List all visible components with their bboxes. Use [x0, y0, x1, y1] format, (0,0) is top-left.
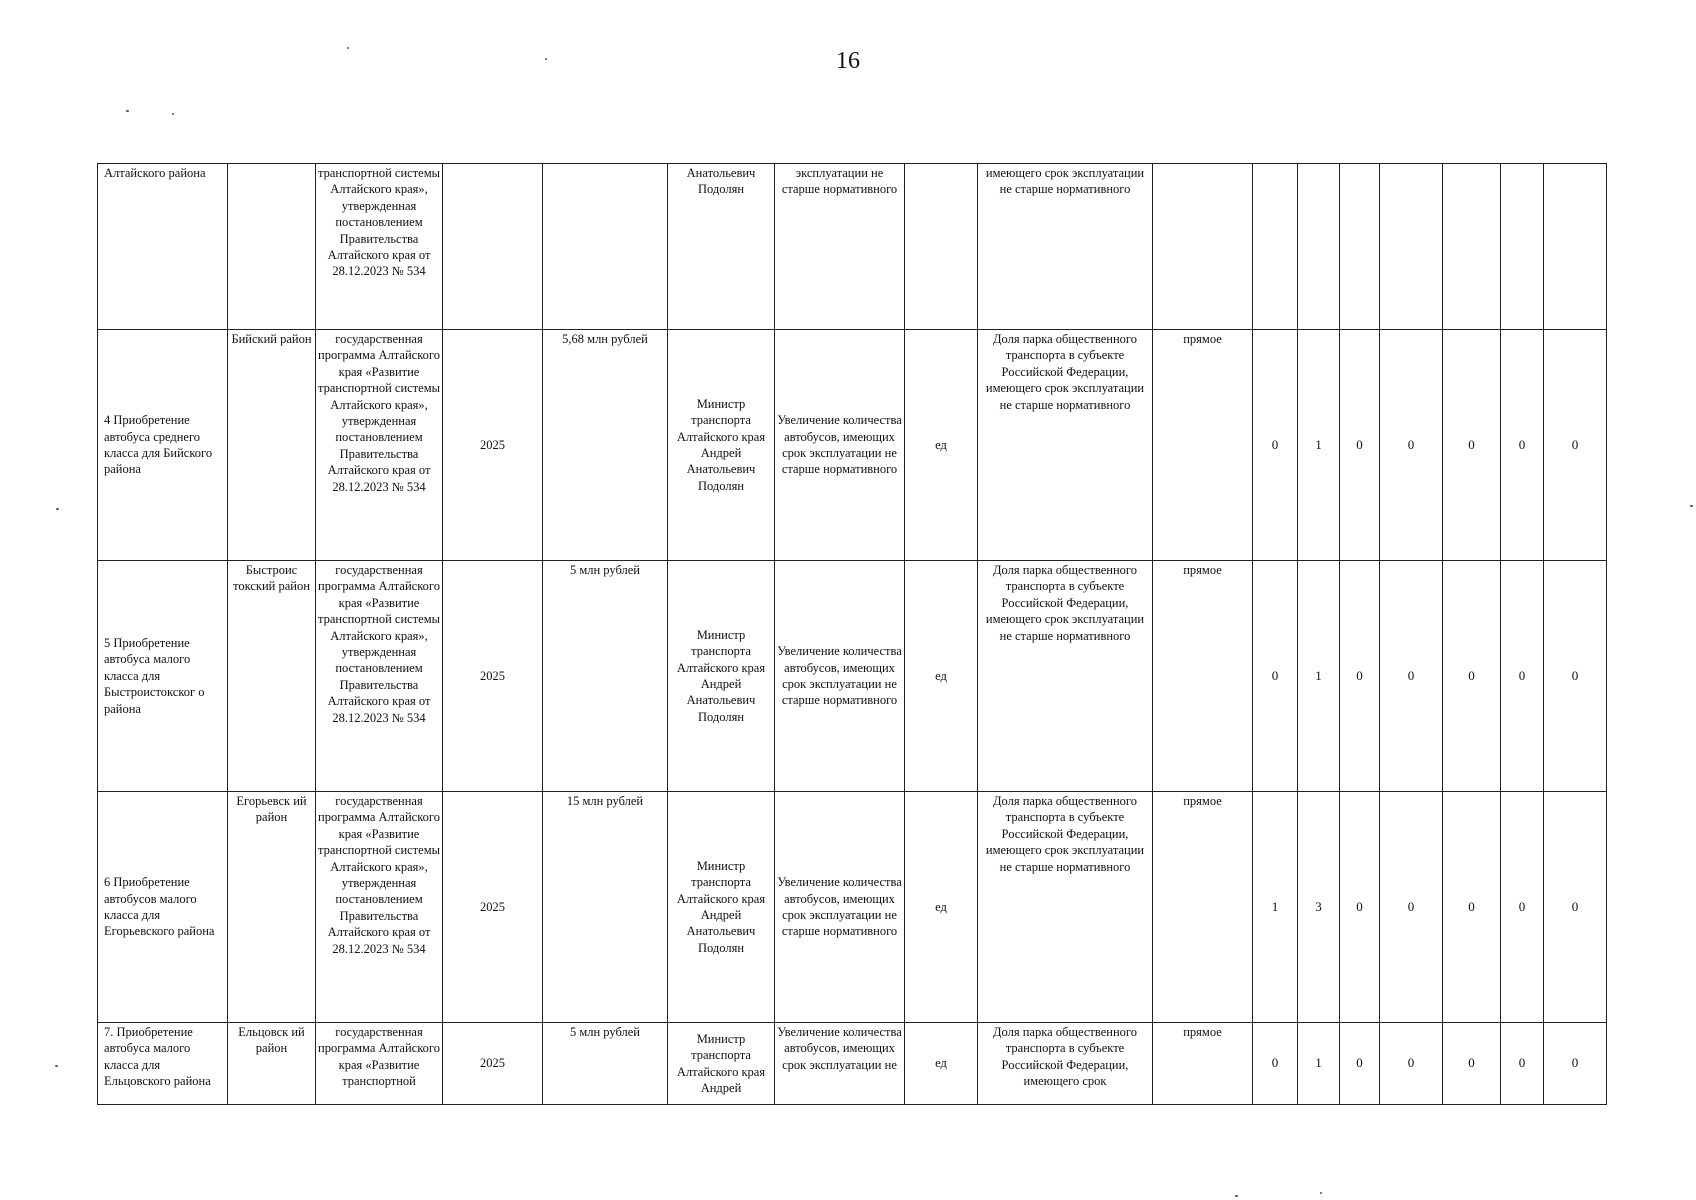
indicator: имеющего срок эксплуатации не старше нормативного [978, 164, 1153, 330]
unit: ед [905, 1023, 978, 1105]
value-cell: 0 [1443, 1023, 1501, 1105]
scan-speck [55, 1065, 58, 1067]
result: эксплуатации не старше нормативного [775, 164, 905, 330]
value-cell: 0 [1380, 1023, 1443, 1105]
district: Бийский район [228, 330, 316, 561]
value-cell: 0 [1340, 1023, 1380, 1105]
value-cell: 3 [1298, 792, 1340, 1023]
value-cell: 0 [1544, 792, 1607, 1023]
program: государственная программа Алтайского края «Развитие транспортной системы Алтайского края», утвержденная постановлением Правительства Алтайского края от 28.12.2023 № 534 [316, 792, 443, 1023]
year: 2025 [443, 792, 543, 1023]
year [443, 164, 543, 330]
value-cell: 0 [1340, 330, 1380, 561]
unit: ед [905, 330, 978, 561]
scan-speck [1320, 1192, 1322, 1194]
value-cell: 0 [1443, 330, 1501, 561]
value-cell: 1 [1298, 1023, 1340, 1105]
value-cell: 0 [1340, 792, 1380, 1023]
page-number: 16 [836, 48, 860, 74]
responsible: Анатольевич Подолян [668, 164, 775, 330]
table-row [98, 561, 1607, 792]
value-cell [1380, 164, 1443, 330]
funding [543, 164, 668, 330]
year: 2025 [443, 1023, 543, 1105]
value-cell: 1 [1253, 792, 1298, 1023]
measure-name: Алтайского района [98, 164, 228, 330]
indicator: Доля парка общественного транспорта в субъекте Российской Федерации, имеющего срок эксплуатации не старше нормативного [978, 561, 1153, 792]
result: Увеличение количества автобусов, имеющих срок эксплуатации не старше нормативного [775, 330, 905, 561]
scan-speck [1235, 1195, 1238, 1197]
scan-speck [347, 47, 349, 49]
measure-name: 6 Приобретение автобусов малого класса для Егорьевского района [98, 792, 228, 1023]
value-cell: 0 [1443, 561, 1501, 792]
responsible: Министр транспорта Алтайского края Андрей Анатольевич Подолян [668, 561, 775, 792]
scan-speck [56, 508, 59, 510]
table-row [98, 1023, 1607, 1105]
program: государственная программа Алтайского края «Развитие транспортной [316, 1023, 443, 1105]
value-cell: 0 [1544, 330, 1607, 561]
result: Увеличение количества автобусов, имеющих срок эксплуатации не старше нормативного [775, 792, 905, 1023]
indicator-type: прямое [1153, 792, 1253, 1023]
value-cell [1501, 164, 1544, 330]
indicator: Доля парка общественного транспорта в субъекте Российской Федерации, имеющего срок [978, 1023, 1153, 1105]
result: Увеличение количества автобусов, имеющих срок эксплуатации не старше нормативного [775, 561, 905, 792]
year: 2025 [443, 561, 543, 792]
responsible: Министр транспорта Алтайского края Андрей [668, 1023, 775, 1105]
value-cell [1340, 164, 1380, 330]
unit [905, 164, 978, 330]
responsible: Министр транспорта Алтайского края Андрей Анатольевич Подолян [668, 792, 775, 1023]
value-cell: 1 [1298, 330, 1340, 561]
value-cell: 0 [1380, 330, 1443, 561]
funding: 15 млн рублей [543, 792, 668, 1023]
indicator: Доля парка общественного транспорта в субъекте Российской Федерации, имеющего срок эксплуатации не старше нормативного [978, 330, 1153, 561]
value-cell: 0 [1253, 561, 1298, 792]
value-cell: 0 [1380, 792, 1443, 1023]
unit: ед [905, 561, 978, 792]
measures-table [97, 163, 1607, 1105]
value-cell [1544, 164, 1607, 330]
value-cell: 0 [1380, 561, 1443, 792]
indicator-type: прямое [1153, 1023, 1253, 1105]
value-cell: 0 [1501, 1023, 1544, 1105]
value-cell: 0 [1253, 330, 1298, 561]
measure-name: 7. Приобретение автобуса малого класса для Ельцовского района [98, 1023, 228, 1105]
measure-name: 5 Приобретение автобуса малого класса для Быстроистокског о района [98, 561, 228, 792]
scan-speck [172, 113, 174, 115]
scan-speck [545, 58, 547, 60]
district: Ельцовск ий район [228, 1023, 316, 1105]
result: Увеличение количества автобусов, имеющих срок эксплуатации не [775, 1023, 905, 1105]
value-cell: 0 [1544, 561, 1607, 792]
value-cell: 0 [1501, 792, 1544, 1023]
indicator-type: прямое [1153, 561, 1253, 792]
unit: ед [905, 792, 978, 1023]
table-row [98, 792, 1607, 1023]
scan-speck [126, 110, 129, 112]
value-cell: 0 [1253, 1023, 1298, 1105]
program: государственная программа Алтайского края «Развитие транспортной системы Алтайского края», утвержденная постановлением Правительства Алтайского края от 28.12.2023 № 534 [316, 561, 443, 792]
value-cell: 0 [1501, 561, 1544, 792]
value-cell [1253, 164, 1298, 330]
table-row [98, 164, 1607, 330]
value-cell: 0 [1544, 1023, 1607, 1105]
table-row [98, 330, 1607, 561]
district: Быстроис токский район [228, 561, 316, 792]
year: 2025 [443, 330, 543, 561]
value-cell: 0 [1340, 561, 1380, 792]
funding: 5,68 млн рублей [543, 330, 668, 561]
value-cell [1443, 164, 1501, 330]
value-cell: 1 [1298, 561, 1340, 792]
indicator-type: прямое [1153, 330, 1253, 561]
funding: 5 млн рублей [543, 1023, 668, 1105]
indicator-type [1153, 164, 1253, 330]
district [228, 164, 316, 330]
value-cell [1298, 164, 1340, 330]
value-cell: 0 [1443, 792, 1501, 1023]
scan-speck [1690, 505, 1693, 507]
responsible: Министр транспорта Алтайского края Андрей Анатольевич Подолян [668, 330, 775, 561]
program: транспортной системы Алтайского края», утвержденная постановлением Правительства Алтайского края от 28.12.2023 № 534 [316, 164, 443, 330]
indicator: Доля парка общественного транспорта в субъекте Российской Федерации, имеющего срок эксплуатации не старше нормативного [978, 792, 1153, 1023]
funding: 5 млн рублей [543, 561, 668, 792]
program: государственная программа Алтайского края «Развитие транспортной системы Алтайского края», утвержденная постановлением Правительства Алтайского края от 28.12.2023 № 534 [316, 330, 443, 561]
value-cell: 0 [1501, 330, 1544, 561]
district: Егорьевск ий район [228, 792, 316, 1023]
measure-name: 4 Приобретение автобуса среднего класса для Бийского района [98, 330, 228, 561]
